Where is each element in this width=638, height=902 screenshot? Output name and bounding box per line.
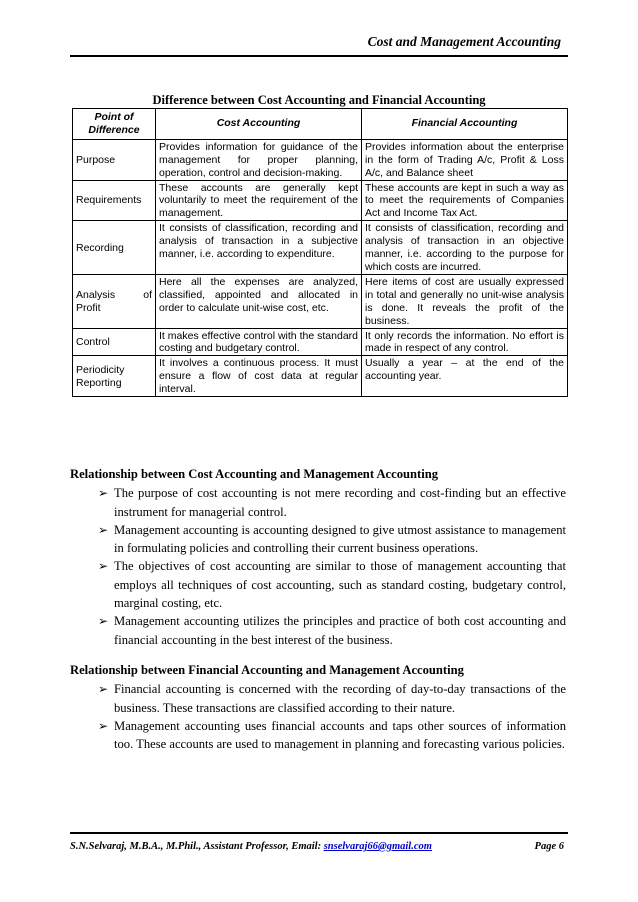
row-point: Analysis of Profit [73, 274, 156, 328]
list-item-text: The objectives of cost accounting are similar to those of management accounting that employs all techniques of cost accounting, such as standard costing, budgetary control, marginal costing, etc. [114, 559, 566, 611]
row-point: Periodicity Reporting [73, 356, 156, 397]
table-row [73, 180, 568, 221]
row-financial-cell: Here items of cost are usually expressed in total and generally no unit-wise analysis is done. It reveals the profit of the business. [362, 274, 568, 328]
row-financial-cell: Usually a year – at the end of the accounting year. [362, 356, 568, 397]
arrow-bullet-icon: ➢ [98, 559, 109, 574]
column-header-point: Point of Difference [73, 109, 156, 140]
list-item-text: Financial accounting is concerned with the recording of day-to-day transactions of the business. These transactions are classified according to their nature. [114, 682, 566, 715]
list-item-text: Management accounting uses financial accounts and taps other sources of information too. These accounts are used to management in planning and forecasting various policies. [114, 718, 566, 752]
author-email-link[interactable]: snselvaraj66@gmail.com [323, 841, 432, 852]
table-row [73, 356, 568, 397]
table-row [73, 328, 568, 356]
header-rule [70, 55, 568, 57]
arrow-bullet-icon: ➢ [98, 614, 109, 629]
row-financial-cell: Provides information about the enterprise in the form of Trading A/c, Profit & Loss A/c, and Balance sheet [362, 139, 568, 180]
row-point: Control [73, 328, 156, 356]
row-financial-cell: It consists of classification, recording and analysis of transaction in an objective manner, i.e. according to the purpose for which costs are incurred. [362, 221, 568, 275]
arrow-bullet-icon: ➢ [98, 682, 109, 697]
footer-author [70, 841, 432, 852]
row-cost-cell: It makes effective control with the standard costing and budgetary control. [156, 328, 362, 356]
footer-author-text: S.N.Selvaraj, M.B.A., M.Phil., Assistant Professor, Email: [70, 841, 324, 852]
comparison-table [72, 108, 568, 397]
row-point: Recording [73, 221, 156, 275]
list-item-text: The purpose of cost accounting is not mere recording and cost-finding but an effective instrument for managerial control. [114, 486, 566, 519]
list-item [70, 484, 566, 521]
list-item [70, 612, 566, 649]
section-cost-vs-management [70, 465, 566, 649]
list-item [70, 557, 566, 612]
row-cost-cell: It consists of classification, recording and analysis of transaction in a subjective manner, i.e. according to expenditure. [156, 221, 362, 275]
list-item [70, 521, 566, 558]
list-item [70, 717, 566, 754]
column-header-cost: Cost Accounting [156, 109, 362, 140]
arrow-bullet-icon: ➢ [98, 522, 109, 537]
bullet-list [70, 680, 566, 753]
table-row [73, 139, 568, 180]
section-heading: Relationship between Cost Accounting and Management Accounting [70, 467, 439, 481]
row-point: Purpose [73, 139, 156, 180]
bullet-list [70, 484, 566, 649]
column-header-financial: Financial Accounting [362, 109, 568, 140]
arrow-bullet-icon: ➢ [98, 486, 109, 501]
list-item [70, 680, 566, 717]
section-heading: Relationship between Financial Accounting and Management Accounting [70, 663, 464, 677]
table-row [73, 274, 568, 328]
row-point: Requirements [73, 180, 156, 221]
footer-rule [70, 832, 568, 834]
page-number: Page 6 [534, 841, 564, 852]
arrow-bullet-icon: ➢ [98, 718, 109, 733]
table-header-row [73, 109, 568, 140]
section-financial-vs-management [70, 661, 566, 753]
table-row [73, 221, 568, 275]
list-item-text: Management accounting is accounting designed to give utmost assistance to management in formulating policies and controlling their current business operations. [114, 522, 566, 556]
list-item-text: Management accounting utilizes the principles and practice of both cost accounting and financial accounting in the best interest of the business. [114, 614, 566, 647]
row-cost-cell: It involves a continuous process. It must ensure a flow of cost data at regular interval. [156, 356, 362, 397]
running-header-title: Cost and Management Accounting [367, 34, 561, 49]
row-cost-cell: Provides information for guidance of the management for proper planning, operation, control and decision-making. [156, 139, 362, 180]
row-financial-cell: It only records the information. No effort is made in respect of any control. [362, 328, 568, 356]
row-financial-cell: These accounts are kept in such a way as to meet the requirements of Companies Act and Income Tax Act. [362, 180, 568, 221]
row-cost-cell: Here all the expenses are analyzed, classified, appointed and allocated in order to calculate unit-wise cost, etc. [156, 274, 362, 328]
row-cost-cell: These accounts are generally kept voluntarily to meet the requirement of the management. [156, 180, 362, 221]
table-caption: Difference between Cost Accounting and Financial Accounting [152, 93, 486, 107]
